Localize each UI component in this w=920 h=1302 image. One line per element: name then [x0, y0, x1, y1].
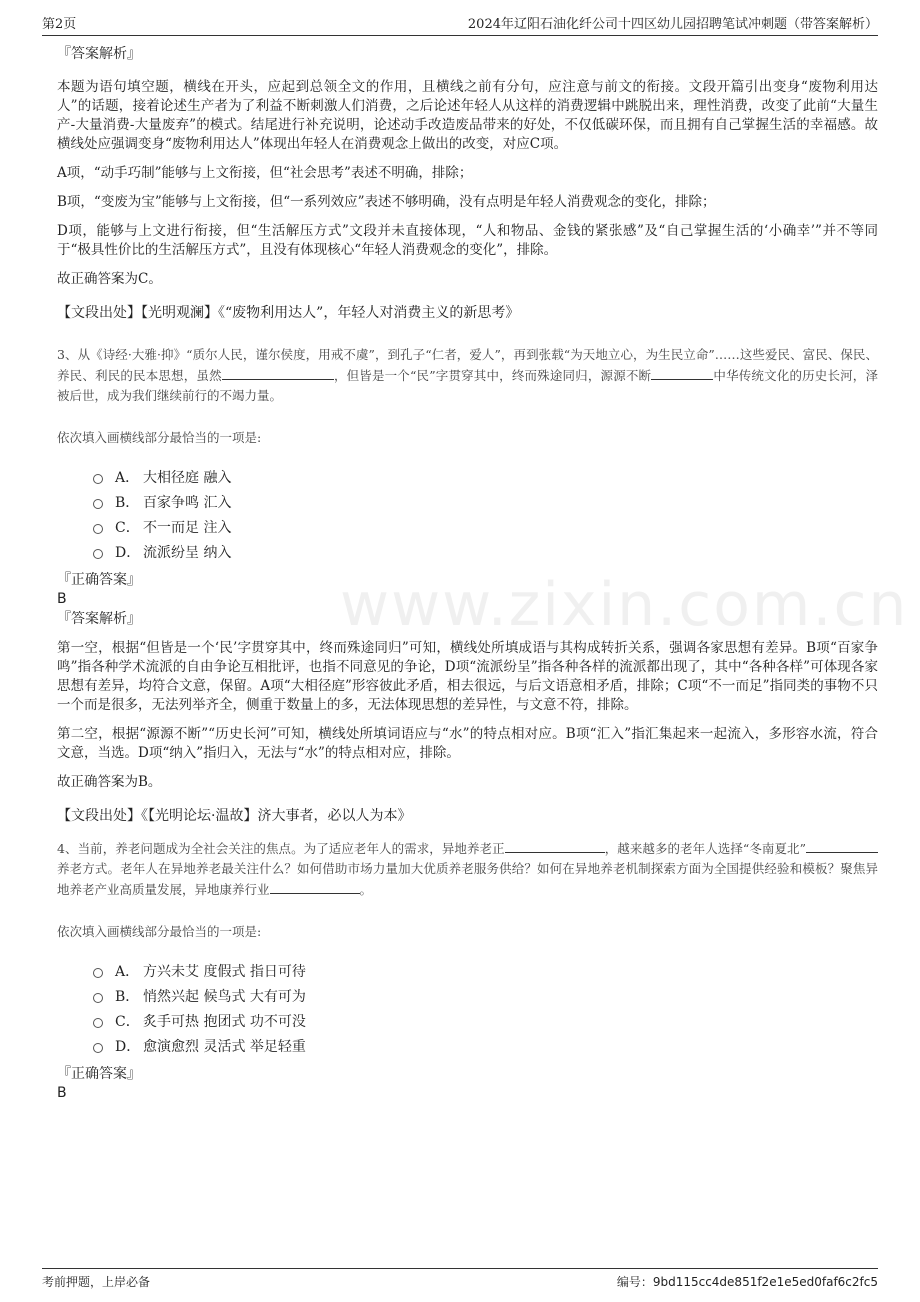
- document-title: 2024年辽阳石油化纤公司十四区幼儿园招聘笔试冲刺题（带答案解析）: [467, 17, 878, 32]
- radio-icon[interactable]: [93, 524, 103, 534]
- blank: [806, 838, 878, 853]
- question-4-stem: 4、当前，养老问题成为全社会关注的焦点。为了适应老年人的需求，异地养老正 ，越来越多的老年人选择“冬南夏北”养老方式。老年人在异地养老最关注什么？如何借助市场力量加大优质养老服务供给？如何在异地养老机制探索方面为全国提供经验和模板？聚焦异地养老产业高质量发展，异地康养行业 。: [57, 838, 878, 900]
- blank: [651, 365, 713, 380]
- blank: [222, 365, 334, 380]
- analysis-paragraph: D项，能够与上文进行衔接，但“生活解压方式”文段并未直接体现，“人和物品、金钱的紧张感”及“自己掌握生活的‘小确幸’”并不等同于“极具性价比的生活解压方式”，且没有体现核心“年轻人消费观念的变化”，排除。: [57, 223, 878, 258]
- document-body: [57, 44, 878, 1103]
- analysis-label: 『答案解析』: [57, 46, 141, 62]
- watermark: www.zixin.com.cn: [340, 570, 909, 640]
- source-citation: 【文段出处】《【光明论坛·温故】济大事者，必以人为本》: [57, 808, 412, 824]
- question-3-stem: 3、从《诗经·大雅·抑》“质尔人民，谨尔侯度，用戒不虞”，到孔子“仁者，爱人”，再到张载“为天地立心，为生民立命”……这些爱民、富民、保民、养民、利民的民本思想，虽然 ，但皆是一个“民”字贯穿其中，终而殊途同归，源源不断 中华传统文化的历史长河，泽被后世，成为我们继续前行的不竭力量。: [57, 347, 878, 403]
- page-number: 第2页: [42, 17, 77, 32]
- answer-label: 『正确答案』: [57, 1066, 141, 1082]
- blank: [270, 879, 360, 894]
- question-3-options: [93, 464, 878, 564]
- radio-icon[interactable]: [93, 474, 103, 484]
- option-d[interactable]: D． 愈演愈烈 灵活式 举足轻重: [93, 1033, 878, 1058]
- document-code: 编号：9bd115cc4de851f2e1e5ed0faf6c2fc5: [616, 1274, 878, 1289]
- analysis-paragraph: 第一空，根据“但皆是一个‘民’字贯穿其中，终而殊途同归”可知，横线处所填成语与其构成转折关系，强调各家思想有差异。B项“百家争鸣”指各种学术流派的自由争论互相批评，也指不同意见的争论，D项“流派纷呈”指各种各样的流派都出现了，其中“各种各样”可体现各家思想有差异，均符合文意，保留。A项“大相径庭”形容彼此矛盾，相去很远，与后文语意相矛盾，排除；C项“不一而足”指同类的事物不只一个而是很多，无法列举齐全，侧重于数量上的多，无法体现思想的差异性，与文意不符，排除。: [57, 640, 878, 713]
- source-citation: 【文段出处】【光明观澜】《“废物利用达人”，年轻人对消费主义的新思考》: [57, 305, 520, 321]
- analysis-paragraph: 第二空，根据“源源不断”“历史长河”可知，横线处所填词语应与“水”的特点相对应。B项“汇入”指汇集起来一起流入，多形容水流，符合文意，当选。D项“纳入”指归入，无法与“水”的特点相对应，排除。: [57, 726, 878, 761]
- option-c[interactable]: C． 不一而足 注入: [93, 514, 878, 539]
- radio-icon[interactable]: [93, 993, 103, 1003]
- option-d[interactable]: D． 流派纷呈 纳入: [93, 539, 878, 564]
- answer-value: B: [57, 591, 67, 607]
- radio-icon[interactable]: [93, 968, 103, 978]
- conclusion: 故正确答案为C。: [57, 271, 162, 287]
- blank: [505, 838, 605, 853]
- question-prompt: 依次填入画横线部分最恰当的一项是:: [57, 430, 262, 445]
- analysis-label: 『答案解析』: [57, 611, 141, 627]
- conclusion: 故正确答案为B。: [57, 774, 162, 790]
- footer-slogan: 考前押题，上岸必备: [42, 1274, 151, 1289]
- option-a[interactable]: A． 方兴未艾 度假式 指日可待: [93, 958, 878, 983]
- radio-icon[interactable]: [93, 499, 103, 509]
- option-b[interactable]: B． 悄然兴起 候鸟式 大有可为: [93, 983, 878, 1008]
- option-a[interactable]: A． 大相径庭 融入: [93, 464, 878, 489]
- page-header: [42, 10, 878, 36]
- answer-value: B: [57, 1085, 67, 1101]
- analysis-paragraph: 本题为语句填空题，横线在开头，应起到总领全文的作用，且横线之前有分句，应注意与前文的衔接。文段开篇引出变身“废物利用达人”的话题，接着论述生产者为了利益不断刺激人们消费，之后论述年轻人从这样的消费逻辑中跳脱出来，理性消费，改变了此前“大量生产-大量消费-大量废弃”的模式。结尾进行补充说明，论述动手改造废品带来的好处，不仅低碳环保，而且拥有自己掌握生活的幸福感。故横线处应强调变身“废物利用达人”体现出年轻人在消费观念上做出的改变，对应C项。: [57, 79, 878, 152]
- answer-label: 『正确答案』: [57, 572, 141, 588]
- question-4-options: [93, 958, 878, 1058]
- option-b[interactable]: B． 百家争鸣 汇入: [93, 489, 878, 514]
- option-c[interactable]: C． 炙手可热 抱团式 功不可没: [93, 1008, 878, 1033]
- question-prompt: 依次填入画横线部分最恰当的一项是:: [57, 924, 262, 939]
- analysis-paragraph: A项，“动手巧制”能够与上文衔接，但“社会思考”表述不明确，排除；: [57, 165, 473, 181]
- radio-icon[interactable]: [93, 1018, 103, 1028]
- analysis-paragraph: B项，“变废为宝”能够与上文衔接，但“一系列效应”表述不够明确，没有点明是年轻人消费观念的变化，排除；: [57, 194, 716, 210]
- radio-icon[interactable]: [93, 549, 103, 559]
- page-footer: [42, 1268, 878, 1293]
- radio-icon[interactable]: [93, 1043, 103, 1053]
